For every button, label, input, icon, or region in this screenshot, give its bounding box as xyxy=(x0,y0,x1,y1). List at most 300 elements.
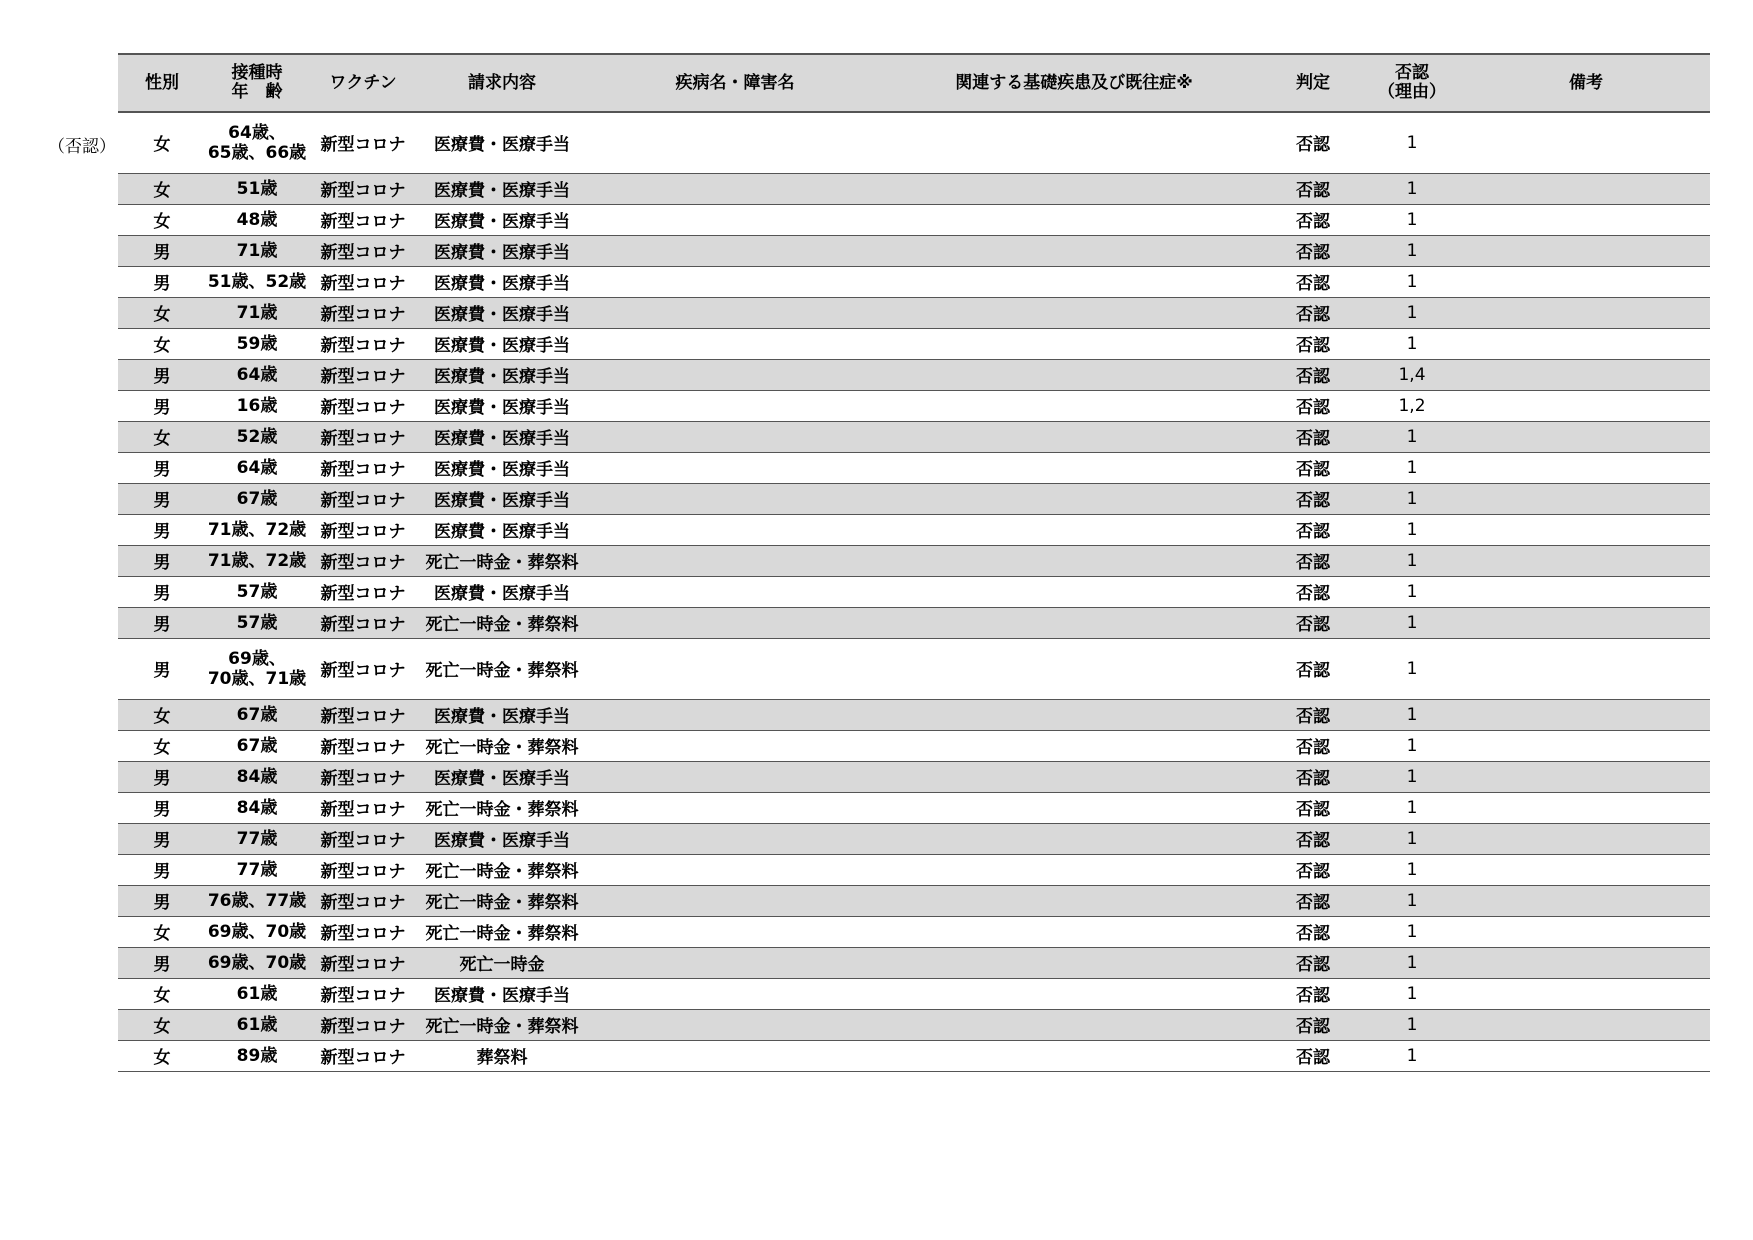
cell-reason: 1 xyxy=(1406,766,1418,787)
cell-disease xyxy=(586,235,884,266)
cell-vaccine: 新型コロナ xyxy=(320,212,406,232)
cell-reason: 1 xyxy=(1406,658,1418,679)
cell-judgment: 否認 xyxy=(1296,862,1330,882)
cell-judgment: 否認 xyxy=(1296,769,1330,789)
cell-reason: 1 xyxy=(1406,550,1418,571)
cell-age xyxy=(206,978,308,1009)
cell-vaccine: 新型コロナ xyxy=(320,367,406,387)
cell-vaccine: 新型コロナ xyxy=(320,522,406,542)
cell-reason: 1 xyxy=(1406,704,1418,725)
cell-judgment: 否認 xyxy=(1296,986,1330,1006)
cell-sex: 男 xyxy=(153,615,171,635)
cell-underlying xyxy=(884,730,1264,761)
cell-claim: 医療費・医療手当 xyxy=(434,398,570,418)
table-row xyxy=(118,204,1710,235)
cell-reason: 1 xyxy=(1406,735,1418,756)
cell-age-line1: 57歳 xyxy=(236,612,278,633)
cell-sex: 男 xyxy=(153,491,171,511)
table-row xyxy=(118,297,1710,328)
cell-age-line1: 51歳 xyxy=(236,178,278,199)
cell-reason: 1 xyxy=(1406,828,1418,849)
cell-claim: 医療費・医療手当 xyxy=(434,769,570,789)
header-remarks: 備考 xyxy=(1569,72,1603,93)
cell-disease xyxy=(586,421,884,452)
cell-underlying xyxy=(884,761,1264,792)
cell-age-line1: 64歳、 xyxy=(228,122,286,143)
cell-underlying xyxy=(884,916,1264,947)
cell-vaccine: 新型コロナ xyxy=(320,429,406,449)
cell-age xyxy=(206,421,308,452)
cell-reason: 1 xyxy=(1406,952,1418,973)
cell-remarks xyxy=(1462,545,1710,576)
cell-age-line2: 70歳、71歳 xyxy=(207,668,307,689)
cell-underlying xyxy=(884,545,1264,576)
cell-reason: 1 xyxy=(1406,581,1418,602)
cell-age xyxy=(206,204,308,235)
cell-reason: 1 xyxy=(1406,488,1418,509)
table-row xyxy=(118,1040,1710,1071)
header-vaccine: ワクチン xyxy=(329,72,397,93)
cell-judgment: 否認 xyxy=(1296,491,1330,511)
cell-remarks xyxy=(1462,421,1710,452)
cell-disease xyxy=(586,947,884,978)
cell-remarks xyxy=(1462,854,1710,885)
cell-underlying xyxy=(884,607,1264,638)
cell-age xyxy=(206,452,308,483)
header-reason xyxy=(1362,54,1462,112)
cell-sex: 男 xyxy=(153,522,171,542)
cell-reason: 1 xyxy=(1406,240,1418,261)
table-row xyxy=(118,112,1710,173)
cell-underlying xyxy=(884,483,1264,514)
cell-underlying xyxy=(884,390,1264,421)
cell-age xyxy=(206,916,308,947)
cell-sex: 女 xyxy=(153,305,171,325)
cell-sex: 男 xyxy=(153,955,171,975)
cell-vaccine: 新型コロナ xyxy=(320,553,406,573)
table-row xyxy=(118,328,1710,359)
cell-age xyxy=(206,1009,308,1040)
cell-remarks xyxy=(1462,483,1710,514)
table-row xyxy=(118,1009,1710,1040)
cell-age-line1: 48歳 xyxy=(236,209,278,230)
cell-vaccine: 新型コロナ xyxy=(320,398,406,418)
table-row xyxy=(118,452,1710,483)
cell-sex: 男 xyxy=(153,553,171,573)
cell-claim: 死亡一時金・葬祭料 xyxy=(425,924,579,944)
cell-judgment: 否認 xyxy=(1296,305,1330,325)
cell-underlying xyxy=(884,699,1264,730)
cell-remarks xyxy=(1462,112,1710,173)
table-row xyxy=(118,699,1710,730)
cell-sex: 女 xyxy=(153,707,171,727)
cell-disease xyxy=(586,885,884,916)
table-row xyxy=(118,947,1710,978)
cell-judgment: 否認 xyxy=(1296,924,1330,944)
cell-age-line1: 67歳 xyxy=(236,704,278,725)
cell-judgment: 否認 xyxy=(1296,243,1330,263)
cell-age xyxy=(206,1040,308,1071)
cell-age-line1: 57歳 xyxy=(236,581,278,602)
cell-sex: 男 xyxy=(153,769,171,789)
cell-sex: 男 xyxy=(153,274,171,294)
cell-sex: 男 xyxy=(153,893,171,913)
cell-remarks xyxy=(1462,266,1710,297)
table-row xyxy=(118,607,1710,638)
cell-remarks xyxy=(1462,514,1710,545)
cell-remarks xyxy=(1462,638,1710,699)
cell-age xyxy=(206,266,308,297)
cell-age xyxy=(206,730,308,761)
cell-age-line1: 77歳 xyxy=(236,828,278,849)
cell-disease xyxy=(586,978,884,1009)
table-row xyxy=(118,390,1710,421)
cell-remarks xyxy=(1462,173,1710,204)
cell-judgment: 否認 xyxy=(1296,615,1330,635)
table-row xyxy=(118,483,1710,514)
cell-underlying xyxy=(884,235,1264,266)
cell-disease xyxy=(586,173,884,204)
table-row xyxy=(118,235,1710,266)
cell-disease xyxy=(586,112,884,173)
cell-remarks xyxy=(1462,885,1710,916)
section-label-denied: （否認） xyxy=(48,137,116,157)
cell-age xyxy=(206,390,308,421)
cell-disease xyxy=(586,607,884,638)
cell-claim: 死亡一時金・葬祭料 xyxy=(425,862,579,882)
cell-underlying xyxy=(884,1040,1264,1071)
cell-underlying xyxy=(884,452,1264,483)
cell-claim: 医療費・医療手当 xyxy=(434,707,570,727)
table-row xyxy=(118,359,1710,390)
cell-age xyxy=(206,483,308,514)
cell-remarks xyxy=(1462,235,1710,266)
cell-judgment: 否認 xyxy=(1296,336,1330,356)
cell-age xyxy=(206,173,308,204)
cell-claim: 医療費・医療手当 xyxy=(434,460,570,480)
cell-judgment: 否認 xyxy=(1296,522,1330,542)
cell-remarks xyxy=(1462,1040,1710,1071)
table-row xyxy=(118,730,1710,761)
cell-remarks xyxy=(1462,792,1710,823)
table-row xyxy=(118,761,1710,792)
header-claim: 請求内容 xyxy=(468,72,536,93)
cell-remarks xyxy=(1462,730,1710,761)
cell-vaccine: 新型コロナ xyxy=(320,135,406,156)
cell-remarks xyxy=(1462,390,1710,421)
cell-age-line1: 89歳 xyxy=(236,1045,278,1066)
cell-underlying xyxy=(884,823,1264,854)
cell-age xyxy=(206,545,308,576)
cell-age-line1: 71歳 xyxy=(236,240,278,261)
cell-underlying xyxy=(884,854,1264,885)
cell-sex: 女 xyxy=(153,212,171,232)
cell-underlying xyxy=(884,421,1264,452)
table-row xyxy=(118,266,1710,297)
cell-disease xyxy=(586,761,884,792)
header-age-line2: 年 齢 xyxy=(231,82,283,102)
cell-disease xyxy=(586,638,884,699)
cell-claim: 死亡一時金・葬祭料 xyxy=(425,661,579,681)
cell-sex: 女 xyxy=(153,1017,171,1037)
cell-judgment: 否認 xyxy=(1296,707,1330,727)
cell-claim: 医療費・医療手当 xyxy=(434,243,570,263)
cell-age xyxy=(206,638,308,699)
cell-disease xyxy=(586,514,884,545)
cell-age-line1: 84歳 xyxy=(236,797,278,818)
cell-underlying xyxy=(884,885,1264,916)
cell-disease xyxy=(586,823,884,854)
cell-remarks xyxy=(1462,607,1710,638)
cell-vaccine: 新型コロナ xyxy=(320,738,406,758)
cell-age-line1: 76歳、77歳 xyxy=(207,890,307,911)
denial-results-table xyxy=(118,53,1710,1072)
cell-judgment: 否認 xyxy=(1296,893,1330,913)
cell-claim: 死亡一時金 xyxy=(459,955,545,975)
cell-underlying xyxy=(884,1009,1264,1040)
cell-judgment: 否認 xyxy=(1296,831,1330,851)
cell-underlying xyxy=(884,978,1264,1009)
cell-vaccine: 新型コロナ xyxy=(320,986,406,1006)
cell-sex: 女 xyxy=(153,181,171,201)
cell-disease xyxy=(586,390,884,421)
cell-disease xyxy=(586,483,884,514)
cell-claim: 死亡一時金・葬祭料 xyxy=(425,615,579,635)
cell-judgment: 否認 xyxy=(1296,1017,1330,1037)
cell-sex: 男 xyxy=(153,862,171,882)
cell-disease xyxy=(586,730,884,761)
cell-claim: 医療費・医療手当 xyxy=(434,305,570,325)
cell-reason: 1 xyxy=(1406,612,1418,633)
cell-age-line1: 67歳 xyxy=(236,735,278,756)
cell-remarks xyxy=(1462,1009,1710,1040)
cell-age-line1: 77歳 xyxy=(236,859,278,880)
table-row xyxy=(118,885,1710,916)
cell-judgment: 否認 xyxy=(1296,584,1330,604)
cell-underlying xyxy=(884,792,1264,823)
cell-judgment: 否認 xyxy=(1296,398,1330,418)
cell-judgment: 否認 xyxy=(1296,367,1330,387)
cell-judgment: 否認 xyxy=(1296,553,1330,573)
cell-vaccine: 新型コロナ xyxy=(320,769,406,789)
cell-age xyxy=(206,761,308,792)
cell-reason: 1 xyxy=(1406,1045,1418,1066)
cell-sex: 女 xyxy=(153,1048,171,1068)
cell-age xyxy=(206,328,308,359)
cell-age-line1: 69歳、70歳 xyxy=(207,952,307,973)
cell-judgment: 否認 xyxy=(1296,429,1330,449)
cell-age xyxy=(206,823,308,854)
cell-sex: 男 xyxy=(153,398,171,418)
cell-sex: 男 xyxy=(153,243,171,263)
cell-vaccine: 新型コロナ xyxy=(320,955,406,975)
table-row xyxy=(118,823,1710,854)
cell-underlying xyxy=(884,204,1264,235)
cell-underlying xyxy=(884,359,1264,390)
cell-underlying xyxy=(884,514,1264,545)
cell-vaccine: 新型コロナ xyxy=(320,460,406,480)
header-age xyxy=(206,54,308,112)
table-row xyxy=(118,978,1710,1009)
cell-underlying xyxy=(884,947,1264,978)
cell-age-line1: 64歳 xyxy=(236,364,278,385)
cell-age-line1: 84歳 xyxy=(236,766,278,787)
cell-claim: 医療費・医療手当 xyxy=(434,831,570,851)
cell-vaccine: 新型コロナ xyxy=(320,305,406,325)
cell-disease xyxy=(586,1040,884,1071)
cell-age-line1: 16歳 xyxy=(236,395,278,416)
cell-sex: 男 xyxy=(153,800,171,820)
cell-disease xyxy=(586,916,884,947)
cell-reason: 1,4 xyxy=(1398,364,1426,385)
cell-sex: 女 xyxy=(153,924,171,944)
cell-remarks xyxy=(1462,699,1710,730)
cell-remarks xyxy=(1462,761,1710,792)
cell-remarks xyxy=(1462,576,1710,607)
cell-age-line2: 65歳、66歳 xyxy=(207,142,307,163)
cell-vaccine: 新型コロナ xyxy=(320,924,406,944)
cell-reason: 1,2 xyxy=(1398,395,1426,416)
table-row xyxy=(118,545,1710,576)
cell-underlying xyxy=(884,576,1264,607)
header-disease: 疾病名・障害名 xyxy=(675,72,795,93)
cell-reason: 1 xyxy=(1406,132,1418,153)
header-sex: 性別 xyxy=(145,72,179,93)
cell-remarks xyxy=(1462,204,1710,235)
cell-reason: 1 xyxy=(1406,209,1418,230)
cell-reason: 1 xyxy=(1406,426,1418,447)
cell-age xyxy=(206,576,308,607)
cell-age-line1: 61歳 xyxy=(236,983,278,1004)
cell-claim: 死亡一時金・葬祭料 xyxy=(425,738,579,758)
cell-claim: 医療費・医療手当 xyxy=(434,181,570,201)
cell-claim: 医療費・医療手当 xyxy=(434,986,570,1006)
cell-age-line1: 52歳 xyxy=(236,426,278,447)
cell-reason: 1 xyxy=(1406,178,1418,199)
cell-judgment: 否認 xyxy=(1296,955,1330,975)
cell-reason: 1 xyxy=(1406,271,1418,292)
table-row xyxy=(118,792,1710,823)
table-row xyxy=(118,173,1710,204)
cell-underlying xyxy=(884,297,1264,328)
cell-vaccine: 新型コロナ xyxy=(320,243,406,263)
header-underlying: 関連する基礎疾患及び既往症※ xyxy=(955,72,1193,93)
cell-vaccine: 新型コロナ xyxy=(320,336,406,356)
cell-vaccine: 新型コロナ xyxy=(320,661,406,681)
cell-claim: 医療費・医療手当 xyxy=(434,274,570,294)
cell-disease xyxy=(586,792,884,823)
cell-disease xyxy=(586,266,884,297)
cell-age-line1: 71歳、72歳 xyxy=(207,519,307,540)
cell-sex: 男 xyxy=(153,367,171,387)
cell-underlying xyxy=(884,112,1264,173)
cell-vaccine: 新型コロナ xyxy=(320,491,406,511)
table-row xyxy=(118,638,1710,699)
cell-age xyxy=(206,885,308,916)
cell-disease xyxy=(586,204,884,235)
cell-vaccine: 新型コロナ xyxy=(320,181,406,201)
cell-disease xyxy=(586,297,884,328)
cell-underlying xyxy=(884,328,1264,359)
cell-judgment: 否認 xyxy=(1296,181,1330,201)
cell-vaccine: 新型コロナ xyxy=(320,1048,406,1068)
cell-claim: 医療費・医療手当 xyxy=(434,336,570,356)
header-age-line1: 接種時 xyxy=(231,63,283,83)
cell-disease xyxy=(586,1009,884,1040)
cell-claim: 医療費・医療手当 xyxy=(434,584,570,604)
cell-disease xyxy=(586,452,884,483)
cell-age-line1: 71歳 xyxy=(236,302,278,323)
cell-reason: 1 xyxy=(1406,1014,1418,1035)
cell-age xyxy=(206,699,308,730)
cell-vaccine: 新型コロナ xyxy=(320,862,406,882)
cell-claim: 葬祭料 xyxy=(476,1048,528,1068)
cell-age-line1: 61歳 xyxy=(236,1014,278,1035)
cell-vaccine: 新型コロナ xyxy=(320,615,406,635)
cell-age xyxy=(206,235,308,266)
cell-vaccine: 新型コロナ xyxy=(320,893,406,913)
cell-disease xyxy=(586,699,884,730)
cell-claim: 医療費・医療手当 xyxy=(434,522,570,542)
cell-underlying xyxy=(884,173,1264,204)
cell-age xyxy=(206,854,308,885)
cell-remarks xyxy=(1462,359,1710,390)
cell-claim: 死亡一時金・葬祭料 xyxy=(425,1017,579,1037)
cell-claim: 医療費・医療手当 xyxy=(434,212,570,232)
cell-judgment: 否認 xyxy=(1296,738,1330,758)
cell-age-line1: 64歳 xyxy=(236,457,278,478)
cell-remarks xyxy=(1462,947,1710,978)
cell-age xyxy=(206,112,308,173)
cell-reason: 1 xyxy=(1406,859,1418,880)
cell-disease xyxy=(586,545,884,576)
cell-judgment: 否認 xyxy=(1296,460,1330,480)
table-row xyxy=(118,576,1710,607)
cell-reason: 1 xyxy=(1406,333,1418,354)
cell-age-line1: 69歳、 xyxy=(228,648,286,669)
cell-claim: 死亡一時金・葬祭料 xyxy=(425,893,579,913)
cell-vaccine: 新型コロナ xyxy=(320,1017,406,1037)
cell-disease xyxy=(586,854,884,885)
header-reason-line2: （理由） xyxy=(1378,82,1446,102)
cell-claim: 医療費・医療手当 xyxy=(434,367,570,387)
cell-underlying xyxy=(884,266,1264,297)
table-body xyxy=(118,112,1710,1071)
cell-age-line1: 67歳 xyxy=(236,488,278,509)
cell-age xyxy=(206,297,308,328)
cell-sex: 女 xyxy=(153,135,171,156)
cell-reason: 1 xyxy=(1406,921,1418,942)
cell-remarks xyxy=(1462,328,1710,359)
cell-reason: 1 xyxy=(1406,519,1418,540)
cell-age xyxy=(206,359,308,390)
cell-remarks xyxy=(1462,823,1710,854)
cell-vaccine: 新型コロナ xyxy=(320,831,406,851)
cell-age-line1: 69歳、70歳 xyxy=(207,921,307,942)
cell-disease xyxy=(586,328,884,359)
table-header-row xyxy=(118,54,1710,112)
cell-sex: 男 xyxy=(153,460,171,480)
cell-age xyxy=(206,792,308,823)
cell-sex: 女 xyxy=(153,738,171,758)
cell-disease xyxy=(586,576,884,607)
table-row xyxy=(118,421,1710,452)
cell-judgment: 否認 xyxy=(1296,135,1330,156)
cell-disease xyxy=(586,359,884,390)
cell-vaccine: 新型コロナ xyxy=(320,707,406,727)
cell-sex: 女 xyxy=(153,429,171,449)
cell-claim: 死亡一時金・葬祭料 xyxy=(425,800,579,820)
